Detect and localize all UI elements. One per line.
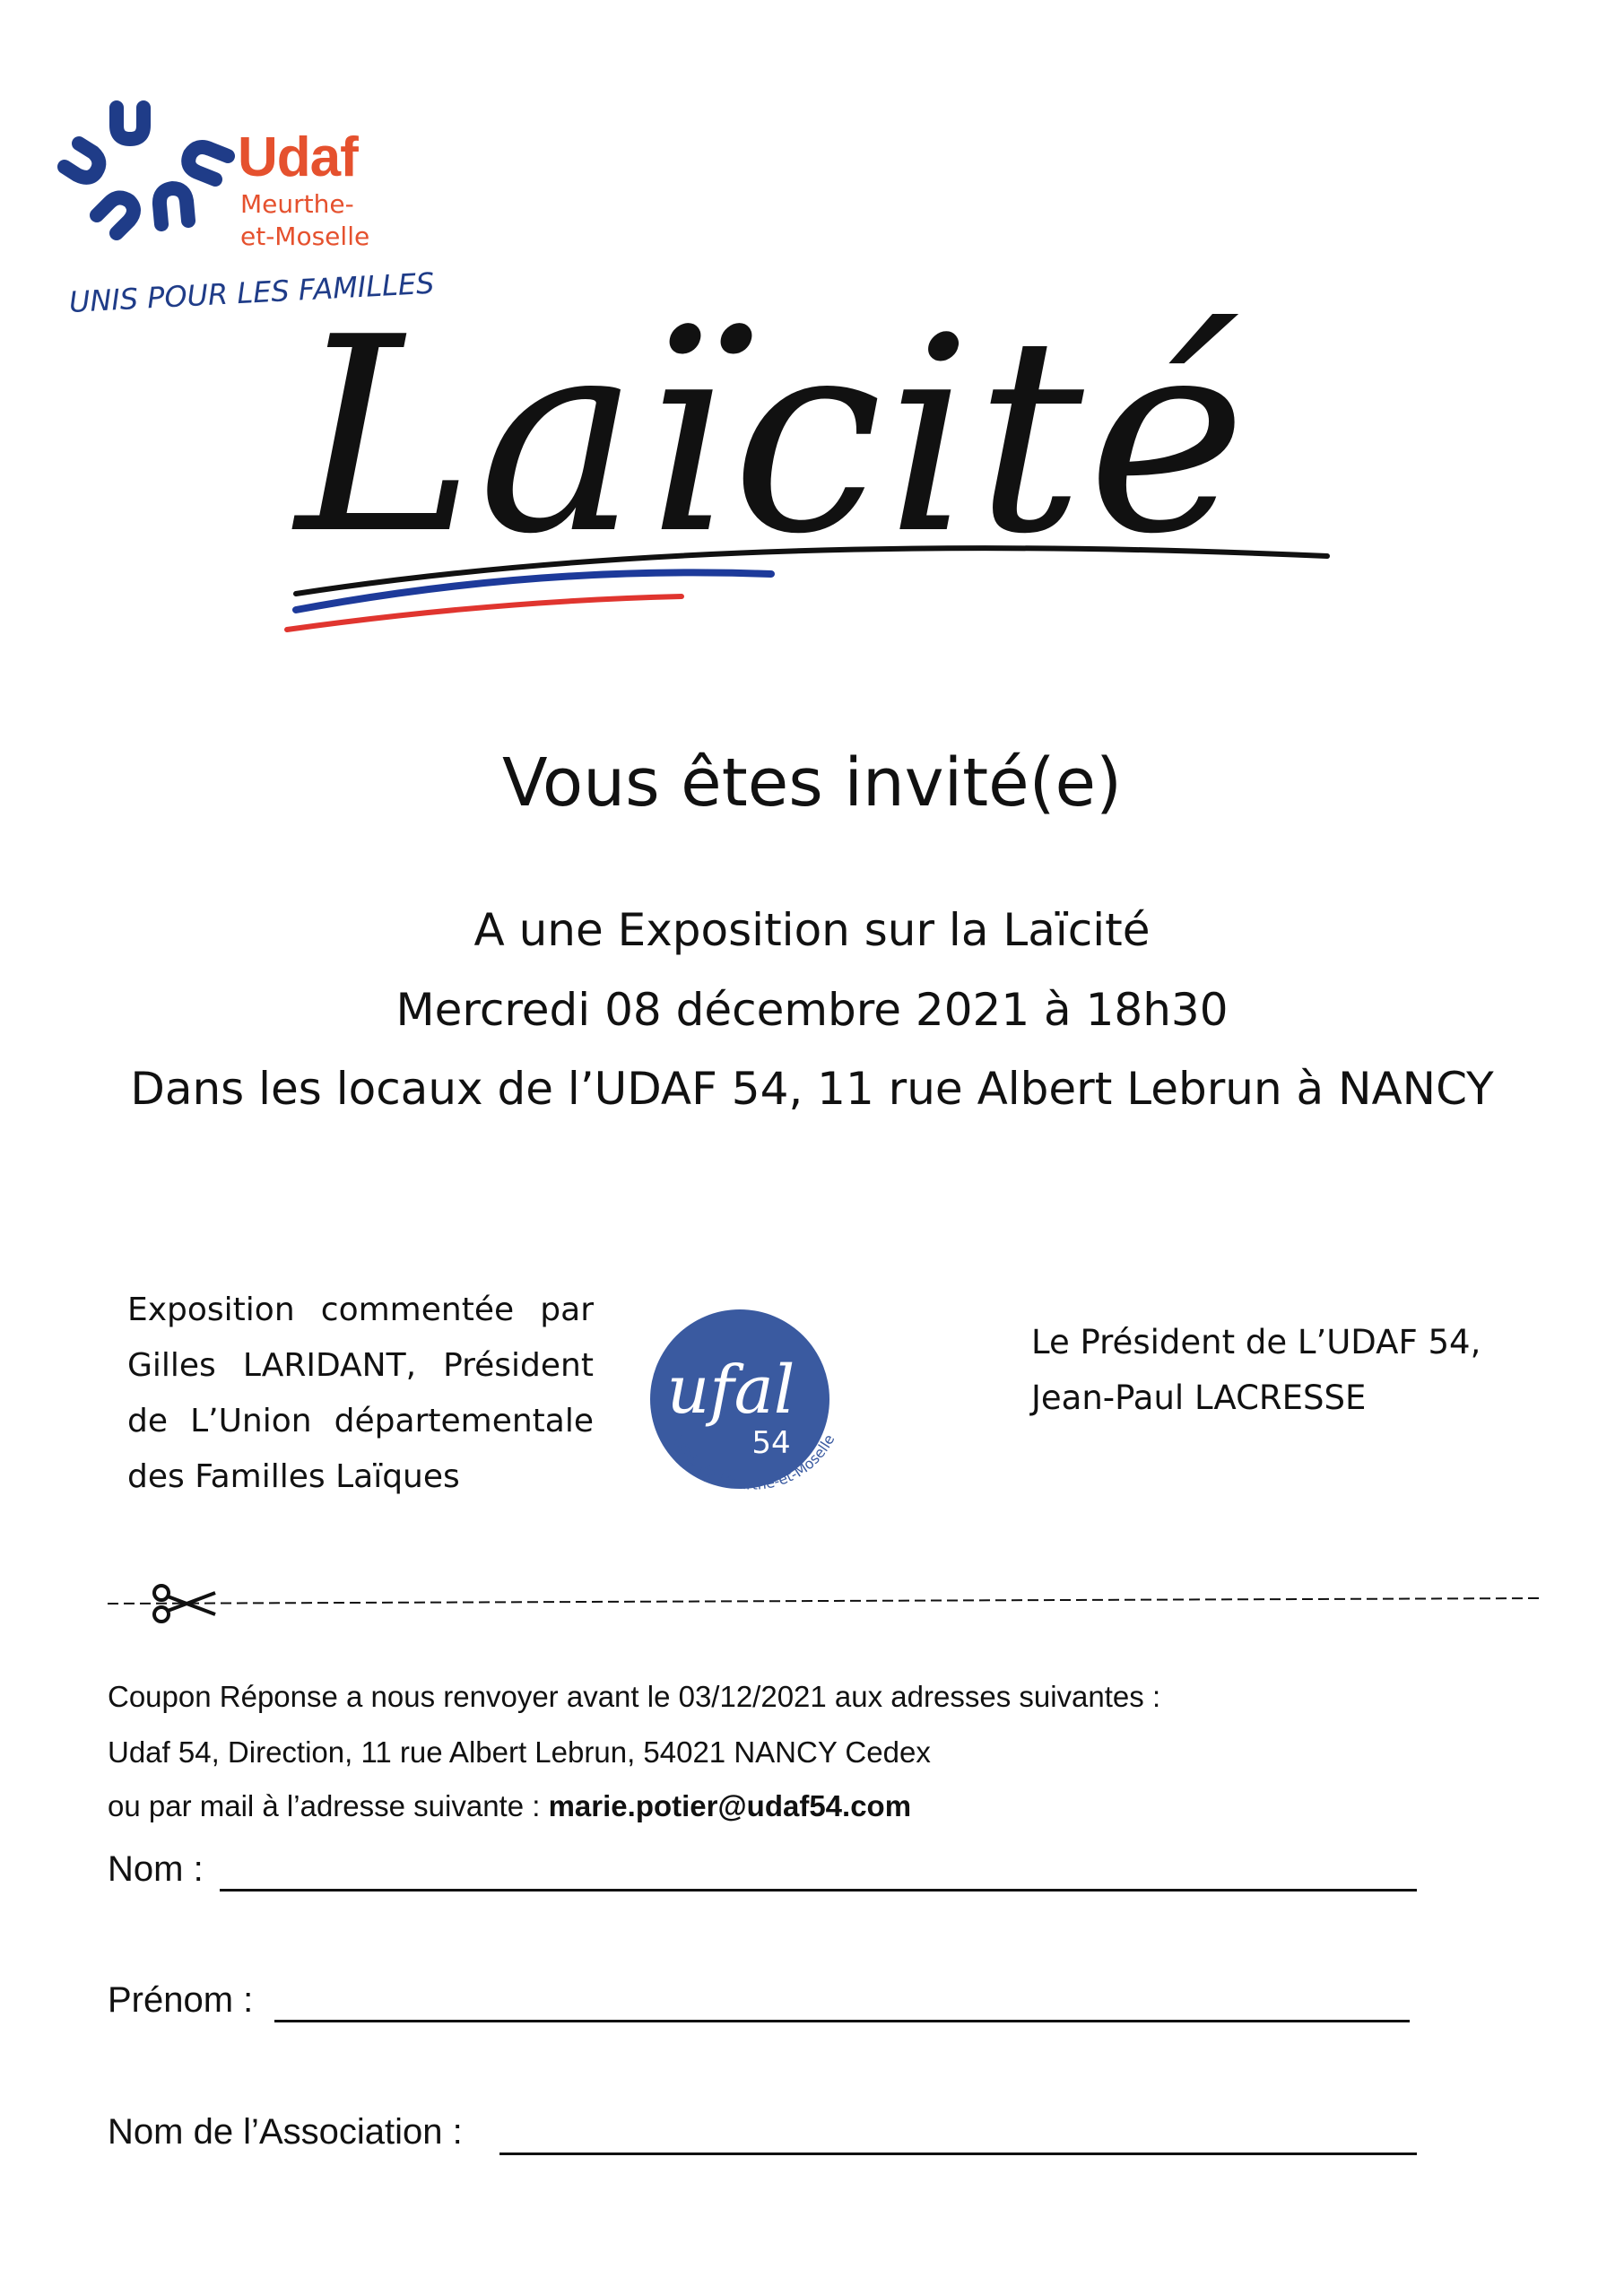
event-date: Mercredi 08 décembre 2021 à 18h30 bbox=[395, 984, 1229, 1036]
coupon-instructions: Coupon Réponse a nous renvoyer avant le 03/12/2021 aux adresses suivantes : bbox=[108, 1680, 1161, 1713]
event-title: A une Exposition sur la Laïcité bbox=[473, 904, 1151, 956]
prenom-field[interactable] bbox=[274, 2020, 1410, 2022]
association-label: Nom de l’Association : bbox=[108, 2112, 463, 2152]
nom-field[interactable] bbox=[220, 1889, 1417, 1892]
title-graphic bbox=[269, 260, 1345, 655]
cut-line bbox=[108, 1578, 1542, 1623]
event-location: Dans les locaux de l’UDAF 54, 11 rue Albert Lebrun à NANCY bbox=[130, 1063, 1494, 1115]
association-field[interactable] bbox=[499, 2152, 1417, 2155]
udaf-region bbox=[240, 188, 369, 253]
udaf-brand-name: Udaf bbox=[238, 126, 358, 188]
invite-heading: Vous êtes invité(e) bbox=[502, 744, 1122, 822]
coupon-email-line bbox=[108, 1789, 911, 1823]
commentary-paragraph: Exposition commentée par Gilles LARIDANT, Président de L’Union départementale des Familles Laïques bbox=[127, 1292, 594, 1495]
coupon-email[interactable]: marie.potier@udaf54.com bbox=[548, 1789, 912, 1822]
coupon-email-prefix: ou par mail à l’adresse suivante : bbox=[108, 1789, 549, 1822]
prenom-label: Prénom : bbox=[108, 1980, 254, 2020]
president-title: Le Président de L’UDAF 54, bbox=[1031, 1323, 1481, 1361]
ufal-number: 54 bbox=[751, 1425, 791, 1461]
president-name: Jean-Paul LACRESSE bbox=[1031, 1378, 1367, 1417]
udaf-region-line-1: Meurthe- bbox=[240, 189, 354, 219]
coupon-address: Udaf 54, Direction, 11 rue Albert Lebrun, 54021 NANCY Cedex bbox=[108, 1735, 931, 1769]
udaf-slogan: UNIS POUR LES FAMILLES bbox=[68, 265, 436, 319]
ufal-name: ufal bbox=[666, 1352, 795, 1429]
udaf-sunburst-icon bbox=[65, 108, 228, 233]
udaf-region-line-2: et-Moselle bbox=[240, 222, 370, 251]
nom-label: Nom : bbox=[108, 1849, 204, 1889]
title-script: Laïcité bbox=[296, 280, 1251, 593]
ufal-ring-text: UFAL de Meurthe-et-Moselle bbox=[669, 1431, 838, 1493]
ufal-logo bbox=[646, 1305, 861, 1516]
